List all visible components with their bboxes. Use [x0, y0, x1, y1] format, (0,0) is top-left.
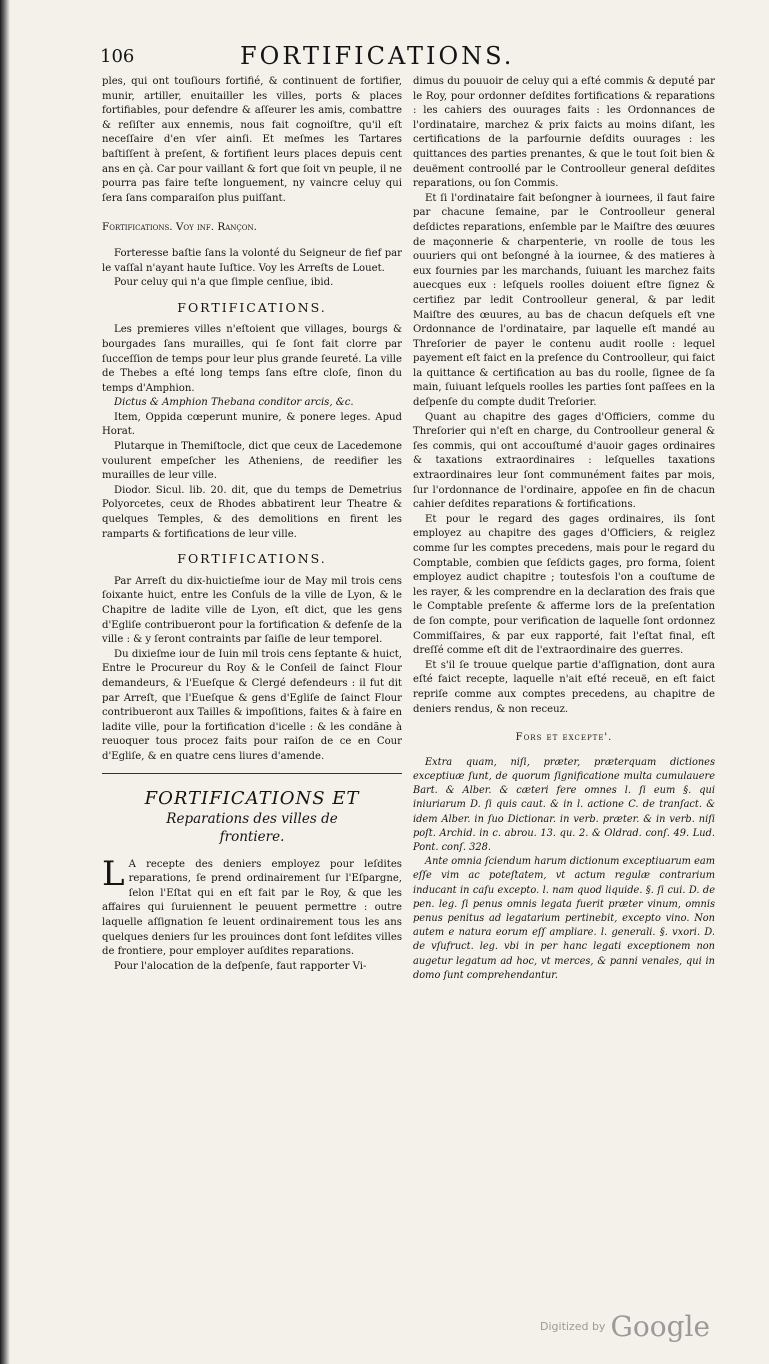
subsection-heading: Fors et excepte'.: [515, 732, 613, 744]
paragraph: dimus du pouuoir de celuy qui a eſté commis & deputé par le Roy, pour ordonner deſdites fortifications & reparations : les cahiers des ouurages faits : les Ordonnances de l'ordinataire, marchez & prix faicts au moins diſant, les certifications de la parfournie deſdits ouurages : les quittances des parties prenantes, & que le tout ſoit bien & deuëment controollé par le Controolleur general deſdites reparations, ou ſon Commis.: [413, 76, 715, 190]
chapter-title-line: frontiere.: [219, 828, 285, 845]
quotation: Dictus & Amphion Thebana conditor arcis, &c.: [114, 397, 354, 409]
paragraph: Et pour le regard des gages ordinaires, ils ſont employez au chapitre des gages d'Officiers, & reiglez comme ſur les comptes precedens, mais pour le regard du Comptable, combien que ſeſdicts gages, pro forma, ſoient employez audict chapitre ; toutesfois l'on a couſtume de les rayer, & les comprendre en la declaration des frais que le Comptable preſente & afferme lors de la preſentation de ſon compte, pour verification de laquelle ſont ordonnez Commiſſaires, & par eux rapporté, fait l'eſtat final, eſt dreſſé comme eſt dit de l'extraordinaire des guerres.: [413, 513, 715, 657]
paragraph: Pour l'alocation de la deſpenſe, faut rapporter Vi-: [114, 960, 367, 972]
left-column: [102, 75, 402, 974]
page-number: 106: [100, 46, 135, 67]
paragraph: Et s'il ſe trouue quelque partie d'aſſignation, dont aura eſté faict recepte, laquelle n'ait eſté receuë, en eſt faict repriſe comme aux comptes precedens, au chapitre de deniers rendus, & non receuz.: [413, 659, 715, 715]
paragraph: [102, 853, 402, 960]
google-logo: Google: [610, 1310, 711, 1343]
right-column: [413, 75, 715, 983]
chapter-title-line: Reparations des villes de: [166, 810, 338, 827]
paragraph: Du dixieſme iour de Iuin mil trois cens ſeptante & huict, Entre le Procureur du Roy & le Conſeil de ſainct Flour demandeurs, & l'Eueſque & Clergé defendeurs : il fut dit par Arreſt, que l'Eueſque & gens d'Egliſe de ſainct Flour contribueront aux Tailles & impoſitions, faites & à faire en ladite ville, pour la fortification d'icelle : & les condãne à reuoquer tous procez faits pour raiſon de ce en Cour d'Egliſe, & en quatre cens liures d'amende.: [102, 648, 402, 762]
section-divider: [102, 773, 402, 774]
paragraph-text: A recepte des deniers employez pour leſdites reparations, ſe prend ordinairement ſur l'Eſpargne, ſelon l'Eſtat qui en eſt fait par le Roy, & que les affaires qui ſuruiennent le peuuent permettre : outre laquelle aſſignation ſe leuent ordinairement tous les ans quelques deniers ſur les prouinces dont ſont leſdites villes de frontiere, pour employer auſdites reparations.: [102, 858, 402, 958]
section-title: FORTIFICATIONS.: [177, 299, 327, 315]
page-header: [100, 42, 700, 70]
paragraph: Les premieres villes n'eſtoient que villages, bourgs & bourgades ſans murailles, qui ſe ſont fait clorre par ſucceſſion de temps pour leur plus grande ſeureté. La ville de Thebes a eſté long temps ſans eſtre cloſe, ſinon du temps d'Amphion.: [102, 324, 402, 394]
paragraph: Quant au chapitre des gages d'Officiers, comme du Threſorier qui n'eſt en charge, du Controolleur general & ſes commis, qui ont accouſtumé d'auoir gages ordinaires & taxations extraordinaires : leſquelles taxations extraordinaires leur ſont communément faites par mois, ſur l'ordonnance de l'ordinaire, appoſee en fin de chacun cahier deſdites reparations & fortifications.: [413, 411, 715, 511]
page-edge-shadow: [0, 0, 10, 1364]
digitized-label: Digitized by: [540, 1320, 606, 1333]
paragraph: Diodor. Sicul. lib. 20. dit, que du temps de Demetrius Polyorcetes, ceux de Rhodes abbatirent leur Theatre & quelques Temples, & des demolitions en firent les ramparts & fortifications de leur ville.: [102, 484, 402, 540]
paragraph: Et ſi l'ordinataire fait beſongner à iournees, il faut faire par chacune ſemaine, par le Controolleur general deſdictes reparations, enſemble par le Maiſtre des œuures de maçonnerie & charpenterie, vn roolle de tous les ouuriers qui ont beſongné à la iournee, & des matieres à eux fournies par les marchands, ſuiuant les marchez faits auecques eux : leſquels roolles doiuent eſtre ſignez & certifiez par ledit Controolleur general, & par ledit Maiſtre des œuures, au bas de chacun deſquels eſt vne Ordonnance de l'ordinataire, par laquelle eſt mandé au Threſorier de payer le contenu audit roolle : lequel payement eſt faict en la preſence du Controolleur, qui faict la quittance & certification au bas du roolle, ſignee de ſa main, ſuiuant leſquels roolles les parties ſont paſſees en la deſpenſe du compte dudit Treſorier.: [413, 192, 715, 409]
paragraph: Pour celuy qui n'a que ſimple cenſiue, ibid.: [114, 277, 334, 289]
paragraph: Forteresse baſtie ſans la volonté du Seigneur de fief par le vaſſal n'ayant haute Iuſtice. Voy les Arreſts de Louet.: [102, 247, 402, 274]
paragraph: ples, qui ont touſiours fortifié, & continuent de fortifier, munir, artiller, enuitailler les villes, ports & places fortifiables, pour defendre & aſſeurer les amis, combattre & reſiſter aux ennemis, nous fait cognoiſtre, qu'il eſt neceſſaire d'en vſer ainſi. Et meſmes les Tartares baſtiſſent à preſent, & fortifient leurs places depuis cent ans en çà. Car pour vaillant & fort que ſoit vn peuple, il ne pourra pas faire teſte longuement, ny vaincre celuy qui ſera ſans comparaiſon plus puiſſant.: [102, 76, 402, 204]
running-title: FORTIFICATIONS.: [240, 42, 515, 70]
cross-reference: Fortifications. Voy inf. Rançon.: [102, 221, 257, 234]
latin-paragraph: Extra quam, niſi, præter, præterquam dictiones exceptiuæ ſunt, de quorum ſignificatione multa cumulauere Bart. & Alber. & cæteri fere omnes l. ſi eum §. qui iniuriarum D. ſi quis caut. & in l. actione C. de tranſact. & idem Alber. in ſuo Dictionar. in verb. præter. & in verb. niſi poſt. Archid. in c. abrou. 13. qu. 2. & Oldrad. conſ. 49. Lud. Pont. conſ. 328.: [413, 756, 715, 853]
paragraph: Item, Oppida cœperunt munire, & ponere leges. Apud Horat.: [102, 411, 402, 438]
paragraph: Par Arreſt du dix-huictieſme iour de May mil trois cens ſoixante huict, entre les Conſuls de la ville de Lyon, & le Chapitre de ladite ville de Lyon, eſt dict, que les gens d'Egliſe contribueront pour la fortification & defenſe de la ville : & y ſeront contraints par ſaiſie de leur temporel.: [102, 575, 402, 646]
latin-paragraph: Ante omnia ſciendum harum dictionum exceptiuarum eam eſſe vim ac poteſtatem, vt actum regulæ contrarium inducant in caſu excepto. l. nam quod liquide. §. ſi cui. D. de pen. leg. ſi penus omnis legata fuerit præter vinum, omnis penus penitus ad legatarium pertinebit, excepto vino. Non autem e natura eorum eſſ ampliare. l. generali. §. vxori. D. de vſufruct. leg. vbi in per hanc legati exceptionem non augetur legatum ad hoc, vt merces, & panni venales, qui in domo ſunt comprehendantur.: [413, 856, 716, 981]
paragraph: Plutarque in Themiſtocle, dict que ceux de Lacedemone voulurent empeſcher les Atheniens, de reedifier les murailles de leur ville.: [102, 441, 402, 482]
chapter-title-line: FORTIFICATIONS ET: [144, 787, 360, 809]
google-watermark: [540, 1310, 710, 1343]
section-title: FORTIFICATIONS.: [177, 551, 327, 567]
chapter-title: [102, 788, 402, 846]
drop-cap: L: [102, 853, 125, 894]
